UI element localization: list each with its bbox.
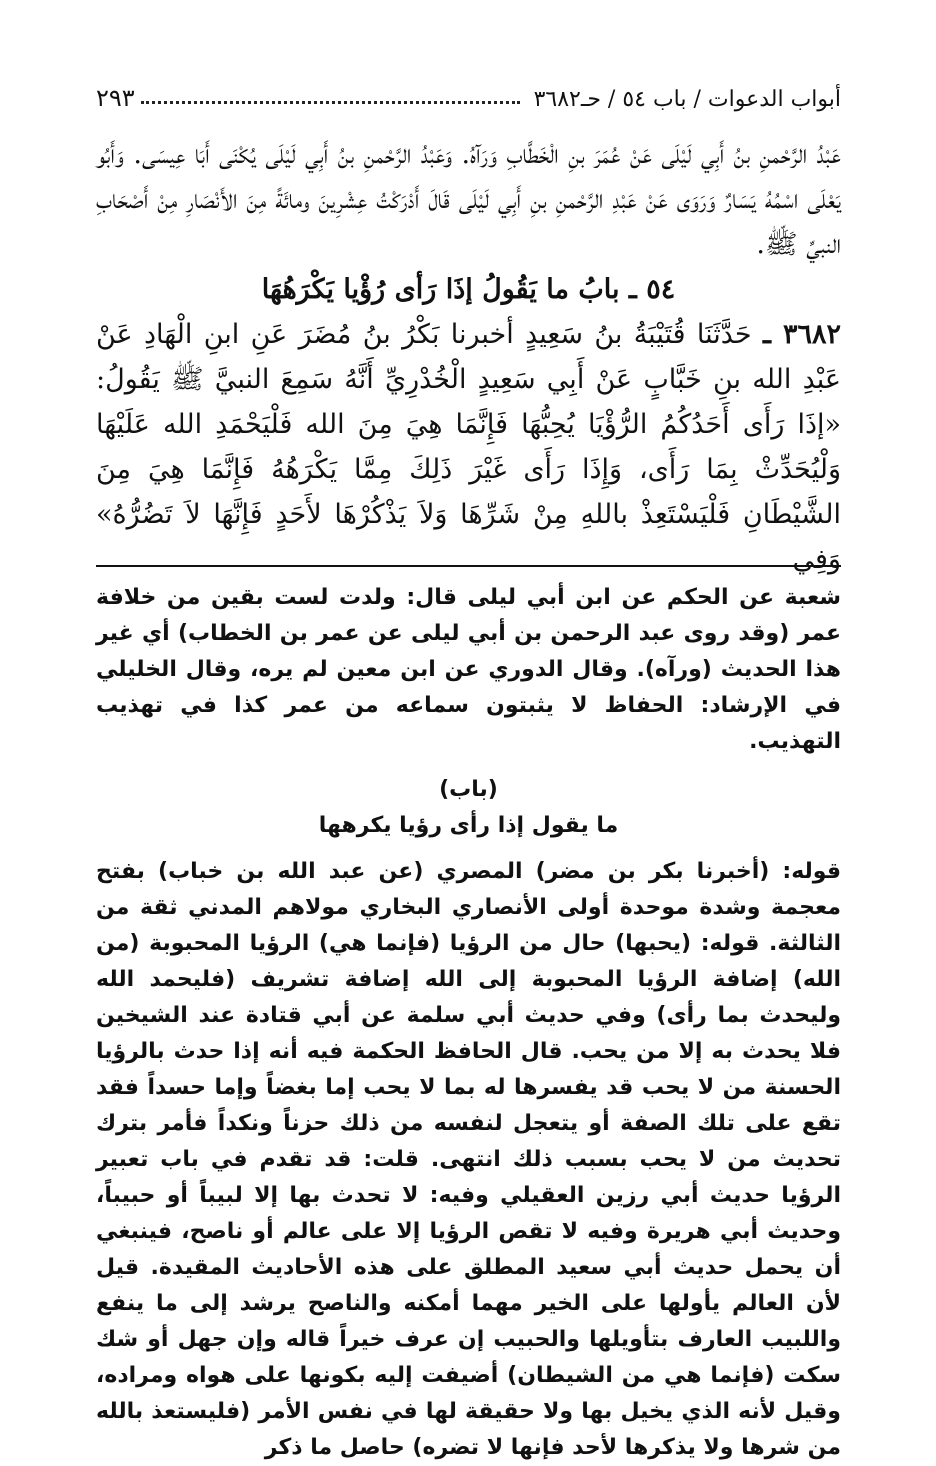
header-dotted-leader [141, 100, 520, 104]
footnote-paragraph: شعبة عن الحكم عن ابن أبي ليلى قال: ولدت لست بقين من خلافة عمر (وقد روى عبد الرحمن بن أبي ليلى عن عمر بن الخطاب) أي غير هذا الحديث (ورآه). وقال الدوري عن ابن معين لم يره، وقال الخليلي في الإرشاد: الحفاظ لا يثبتون سماعه من عمر كذا في تهذيب التهذيب. [96, 585, 841, 754]
commentary-bab-label: (باب) [439, 777, 498, 802]
main-text [96, 132, 841, 582]
hadith-paragraph [96, 312, 841, 582]
page-number: ٢٩٣ [96, 84, 135, 112]
commentary-section [96, 580, 841, 1466]
chapter-title: ٥٤ ـ بابُ ما يَقُولُ إذَا رَأى رُؤْيا يَكْرَهُهَا [261, 274, 676, 305]
running-header [96, 78, 841, 112]
intro-paragraph: عَبْدُ الرَّحْمنِ بنُ أَبِي لَيْلَى عَنْ عُمَرَ بنِ الْخَطَّابِ وَرَآهُ. وَعَبْدُ الرَّحْمنِ بنُ أَبِي لَيْلَى يُكْنَى أَبَا عِيسَى. وَأَبُو يَعْلَى اسْمُهُ يَسَارٌ وَرَوَى عَنْ عَبْدِ الرَّحْمنِ بنِ أَبِي لَيْلَى قَالَ أَدْرَكْتُ عِشْرِينَ ومائَةً مِنَ الأَنْصَارِ مِنْ أَصْحَابِ النبيِّ ﷺ. [96, 139, 841, 260]
hadith-number: ٣٦٨٢ ـ [762, 319, 842, 350]
footnote-divider [96, 565, 841, 567]
sharh-paragraph: قوله: (أخبرنا بكر بن مضر) المصري (عن عبد الله بن خباب) بفتح معجمة وشدة موحدة أولى الأنصاري البخاري مولاهم المدني ثقة من الثالثة. قوله: (يحبها) حال من الرؤيا (فإنما هي) الرؤيا المحبوبة (من الله) إضافة الرؤيا المحبوبة إلى الله إضافة تشريف (فليحمد الله وليحدث بما رأى) وفي حديث أبي سلمة عن أبي قتادة عند الشيخين فلا يحدث به إلا من يحب. قال الحافظ الحكمة فيه أنه إذا حدث بالرؤيا الحسنة من لا يحب قد يفسرها له بما لا يحب إما بغضاً وإما حسداً فقد تقع على تلك الصفة أو يتعجل لنفسه من ذلك حزناً ونكداً فأمر بترك تحديث من لا يحب بسبب ذلك انتهى. قلت: قد تقدم في باب تعبير الرؤيا حديث أبي رزين العقيلي وفيه: لا تحدث بها إلا لبيباً أو حبيباً، وحديث أبي هريرة وفيه لا تقص الرؤيا إلا على عالم أو ناصح، فينبغي أن يحمل حديث أبي سعيد المطلق على هذه الأحاديث المقيدة. قيل لأن العالم يأولها على الخير مهما أمكنه والناصح يرشد إلى ما ينفع واللبيب العارف بتأويلها والحبيب إن عرف خيراً قاله وإن جهل أو شك سكت (فإنما هي من الشيطان) أضيفت إليه بكونها على هواه ومراده، وقيل لأنه الذي يخيل بها ولا حقيقة لها في نفس الأمر (فليستعذ بالله من شرها ولا يذكرها لأحد فإنها لا تضره) حاصل ما ذكر [96, 859, 841, 1460]
commentary-bab-title: ما يقول إذا رأى رؤيا يكرهها [318, 813, 619, 838]
hadith-text: حَدَّثَنَا قُتَيْبَةُ بنُ سَعِيدٍ أخبرنا بَكْرُ بنُ مُضَرَ عَنِ ابنِ الْهَادِ عَنْ عَبْدِ الله بنِ خَبَّابٍ عَنْ أَبِي سَعِيدٍ الْخُدْرِيِّ أَنَّهُ سَمِعَ النبيَّ ﷺ يَقُولُ: «إذَا رَأَى أَحَدُكُمُ الرُّؤْيَا يُحِبُّهَا فَإِنَّمَا هِيَ مِنَ الله فَلْيَحْمَدِ الله عَلَيْهَا وَلْيُحَدِّثْ بِمَا رَأَى، وَإِذَا رَأَى غَيْرَ ذَلِكَ مِمَّا يَكْرَهُهُ فَإِنَّمَا هِيَ مِنَ الشَّيْطَانِ فَلْيَسْتَعِذْ باللهِ مِنْ شَرِّهَا وَلاَ يَذْكُرْهَا لأَحَدٍ فَإِنَّهَا لاَ تَضُرُّهُ» وَفِي [96, 319, 841, 575]
header-title: أبواب الدعوات / باب ٥٤ / حـ٣٦٨٢ [533, 87, 841, 112]
